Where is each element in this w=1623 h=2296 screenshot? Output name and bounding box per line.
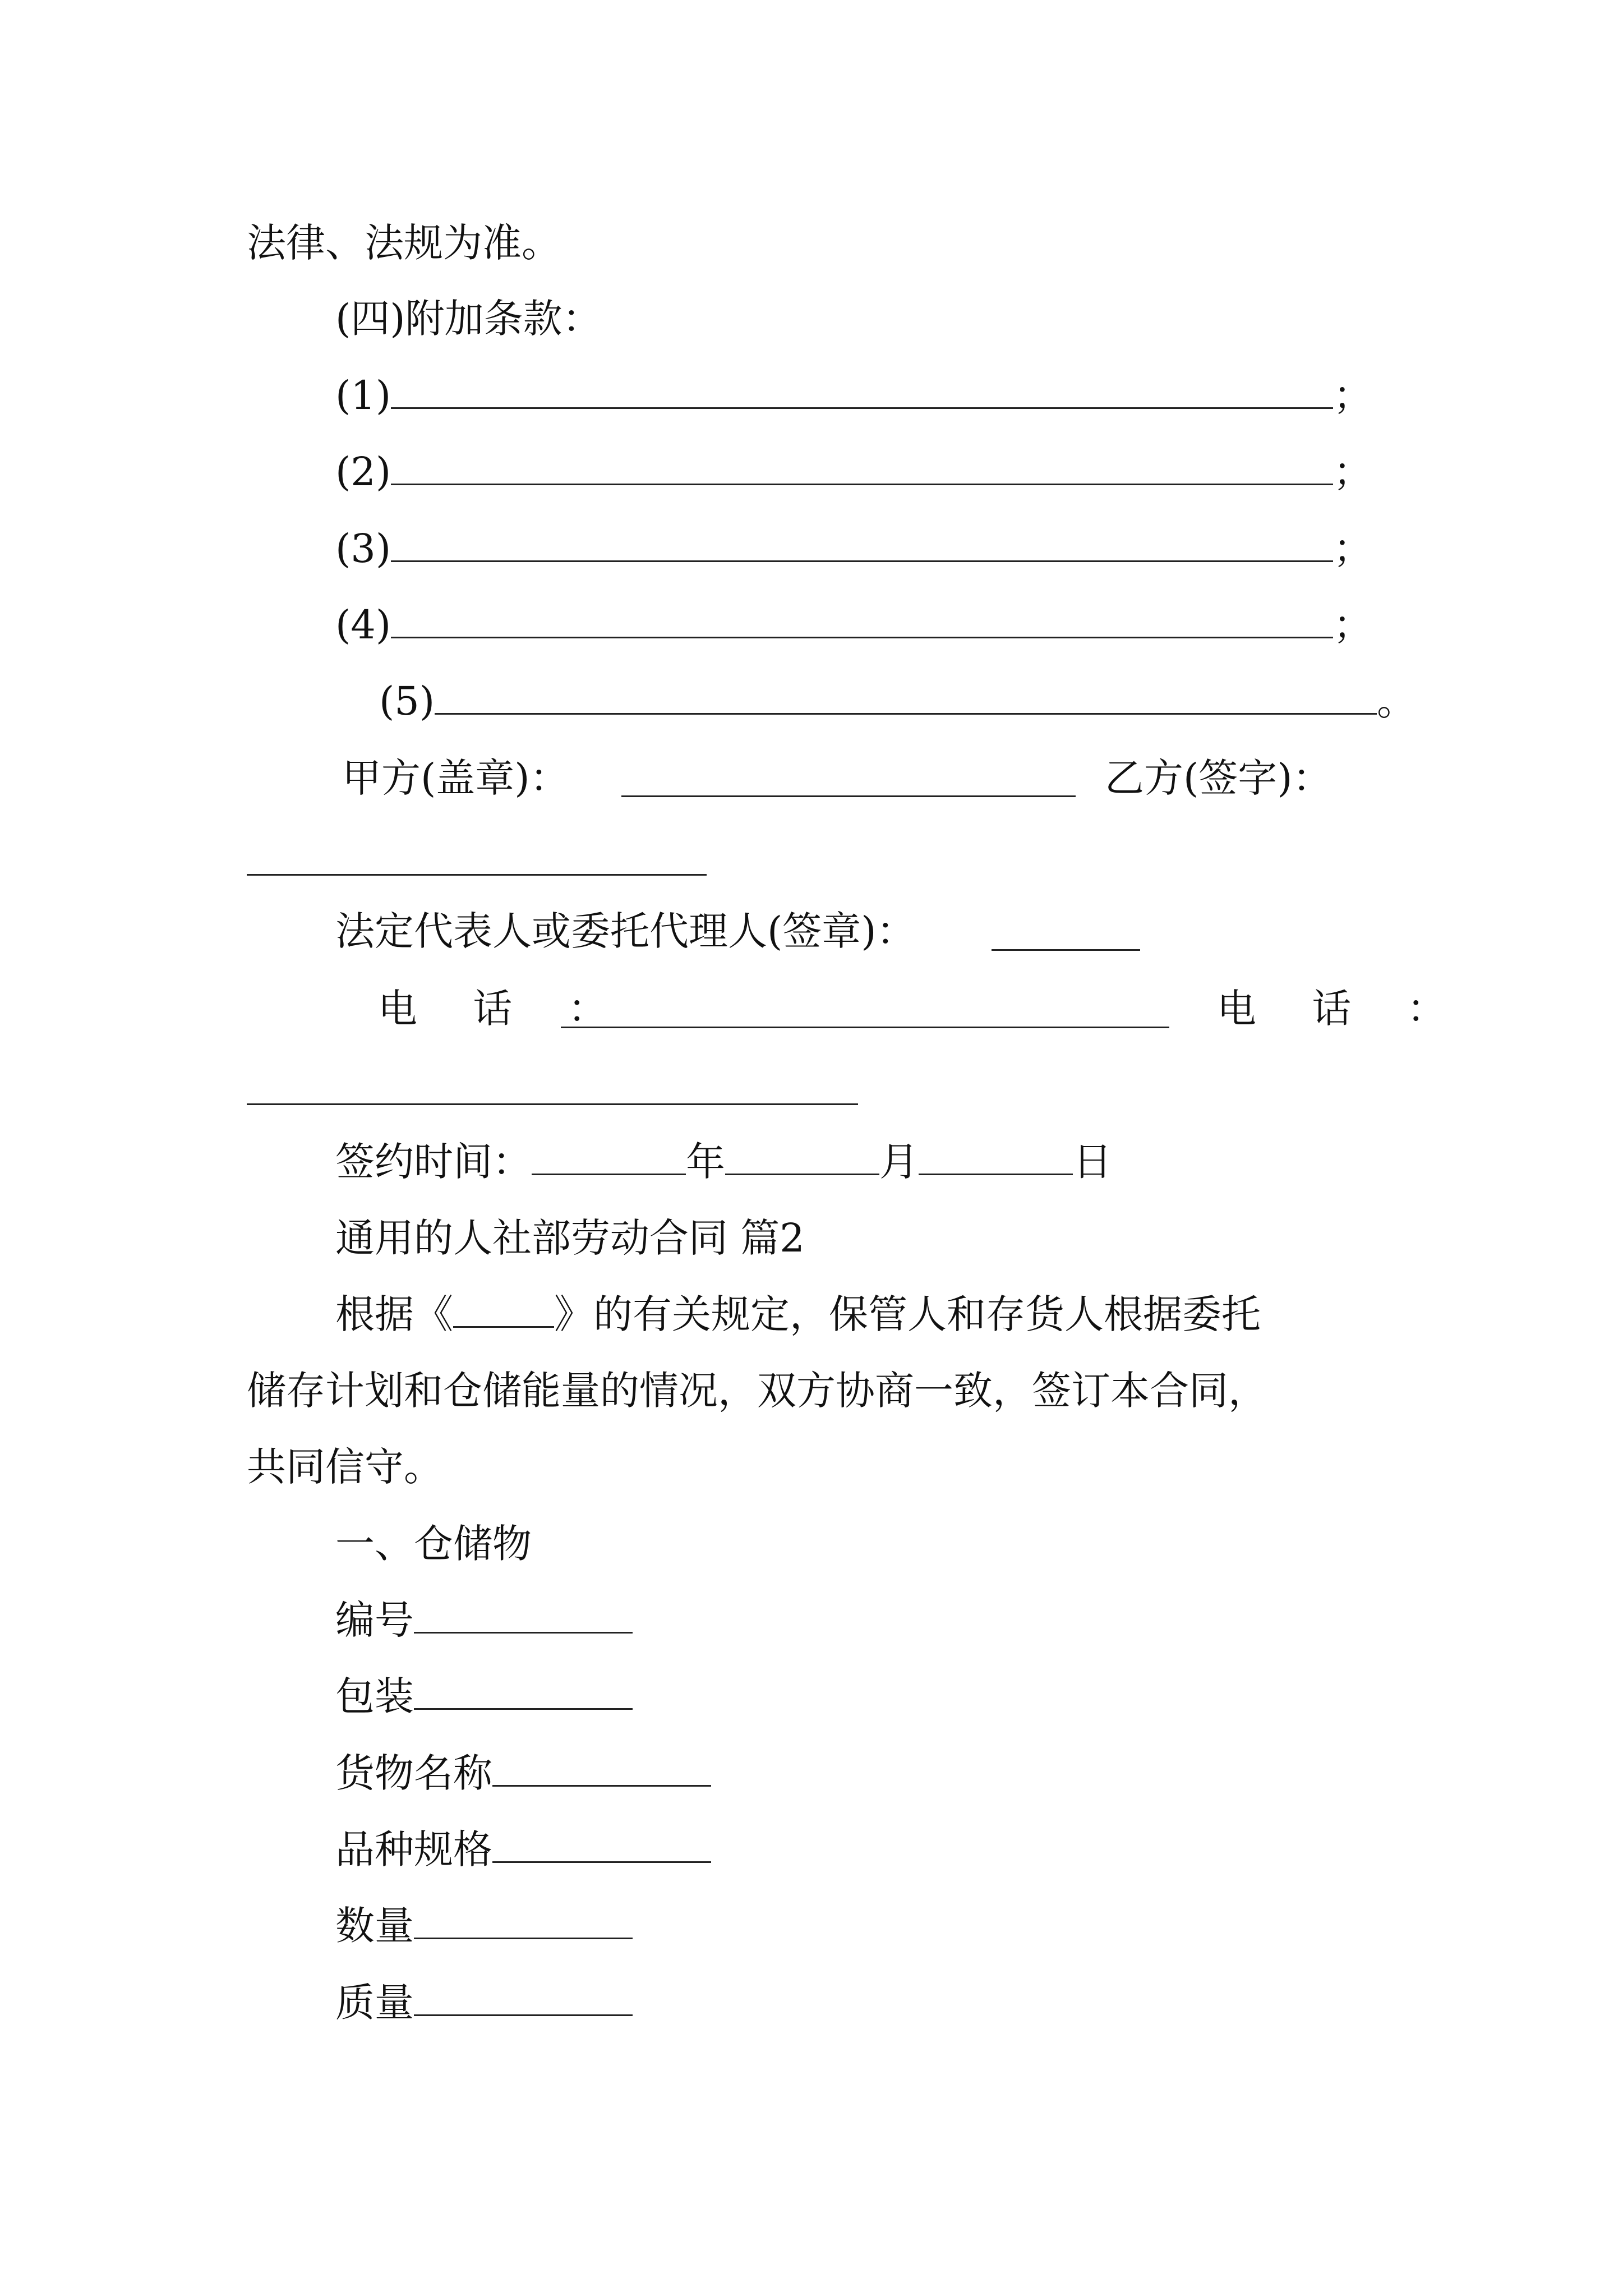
item-blank — [391, 402, 1333, 409]
month-label: 月 — [879, 1139, 919, 1185]
field-line — [335, 1673, 633, 1719]
party-a-blank — [621, 795, 1076, 797]
item-label: (3) — [335, 526, 391, 572]
item-end: ； — [1333, 602, 1373, 648]
field-blank — [414, 1932, 633, 1940]
field-line — [335, 1826, 711, 1872]
field-blank — [492, 1856, 711, 1864]
phone-b-blank — [247, 1103, 858, 1105]
legal-rep-label: 法定代表人或委托代理人(签章)： — [335, 908, 916, 954]
extra-term-item — [335, 602, 1373, 648]
party-b-label: 乙方(签字)： — [1105, 755, 1332, 801]
law-line: 法律、法规为准。 — [247, 220, 561, 266]
extra-term-item — [335, 372, 1373, 418]
item-blank — [391, 631, 1333, 639]
year-label: 年 — [686, 1139, 725, 1185]
field-blank — [492, 1779, 711, 1787]
phone-a-label: 电 话 ： — [378, 986, 629, 1032]
extra-terms-heading: (四)附加条款： — [335, 296, 602, 342]
legal-rep-blank — [992, 949, 1140, 951]
field-blank — [414, 2009, 633, 2017]
field-label: 质量 — [335, 1980, 414, 2026]
item-end: ； — [1333, 372, 1373, 418]
item-label: (5) — [379, 678, 435, 724]
item-end: 。 — [1377, 678, 1417, 724]
field-label: 编号 — [335, 1597, 414, 1643]
intro-1a: 根据《 — [335, 1291, 453, 1337]
day-label: 日 — [1073, 1139, 1112, 1185]
intro-line-3: 共同信守。 — [247, 1444, 443, 1490]
extra-term-item — [335, 526, 1373, 572]
phone-a-blank — [561, 1027, 1169, 1028]
section-title: 通用的人社部劳动合同 篇2 — [335, 1215, 805, 1261]
party-b-blank — [247, 874, 707, 876]
day-blank — [919, 1168, 1073, 1176]
field-label: 包装 — [335, 1673, 414, 1719]
field-label: 品种规格 — [335, 1826, 492, 1872]
item-end: ； — [1333, 449, 1373, 495]
month-blank — [725, 1168, 879, 1176]
item-blank — [435, 707, 1377, 715]
item-label: (1) — [335, 372, 391, 418]
law-name-blank — [453, 1320, 554, 1328]
item-blank — [391, 478, 1333, 486]
item-label: (4) — [335, 602, 391, 648]
field-blank — [414, 1626, 633, 1634]
phone-b-label: 电 话 ： — [1217, 986, 1468, 1032]
extra-term-item — [335, 449, 1373, 495]
party-a-label: 甲方(盖章)： — [342, 755, 569, 801]
item-end: ； — [1333, 526, 1373, 572]
year-blank — [532, 1168, 686, 1176]
intro-line-1 — [335, 1291, 1261, 1337]
warehouse-heading: 一、仓储物 — [335, 1521, 532, 1567]
sign-time-label: 签约时间： — [335, 1139, 532, 1185]
field-line — [335, 1903, 633, 1949]
extra-term-item — [379, 678, 1417, 724]
item-label: (2) — [335, 449, 391, 495]
field-blank — [414, 1703, 633, 1710]
field-label: 数量 — [335, 1903, 414, 1949]
sign-time-line — [335, 1139, 1112, 1185]
field-label: 货物名称 — [335, 1750, 492, 1796]
intro-line-2: 储存计划和仓储能量的情况，双方协商一致，签订本合同， — [247, 1368, 1267, 1414]
item-blank — [391, 555, 1333, 563]
field-line — [335, 1597, 633, 1643]
field-line — [335, 1980, 633, 2026]
field-line — [335, 1750, 711, 1796]
intro-1b: 》的有关规定，保管人和存货人根据委托 — [554, 1291, 1261, 1337]
